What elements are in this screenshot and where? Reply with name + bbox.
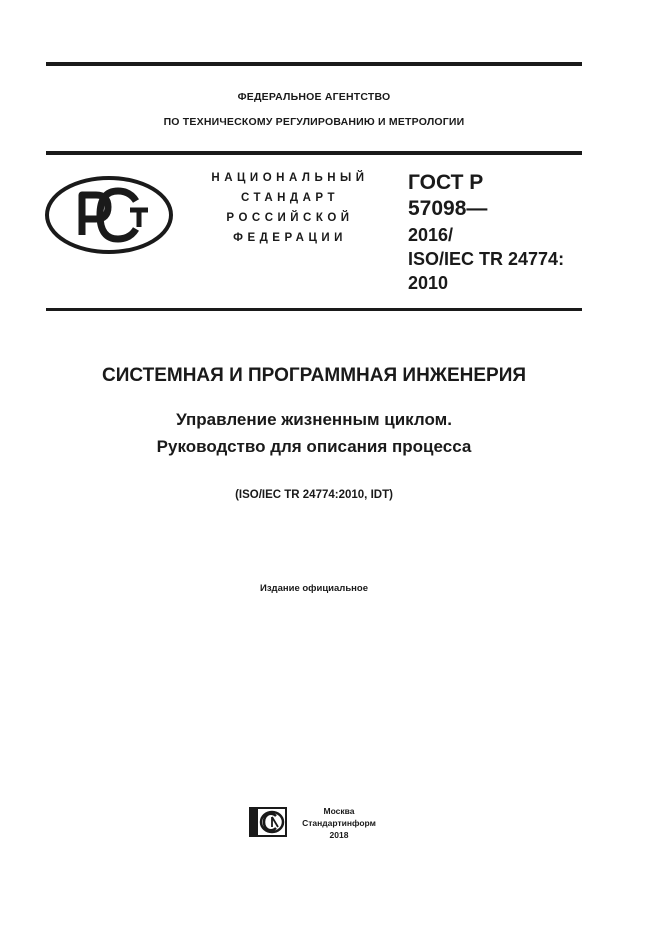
agency-line-1: ФЕДЕРАЛЬНОЕ АГЕНТСТВО [237,91,391,103]
gost-designation-3: 2016/ [408,225,454,245]
equivalence-note: (ISO/IEC TR 24774:2010, IDT) [235,489,393,501]
national-line-3: РОССИЙСКОЙ [226,212,354,224]
gost-designation-2: 57098— [408,197,488,220]
header-rule [46,151,582,155]
gost-designation-5: 2010 [408,273,449,293]
agency-line-2: ПО ТЕХНИЧЕСКОМУ РЕГУЛИРОВАНИЮ И МЕТРОЛОГИИ [163,116,465,128]
document-subtitle-1: Управление жизненным циклом. [176,410,452,429]
top-rule [46,62,582,66]
standartinform-logo-icon [248,806,288,838]
national-line-4: ФЕДЕРАЦИИ [233,232,347,244]
document-subtitle-2: Руководство для описания процесса [156,437,472,456]
national-line-2: СТАНДАРТ [241,192,339,204]
publisher-city: Москва [323,806,355,816]
publisher-year: 2018 [329,830,349,840]
gost-designation-4: ISO/IEC TR 24774: [408,249,565,269]
rst-certification-mark-icon [44,175,174,255]
gost-designation-1: ГОСТ Р [408,171,484,194]
document-title: СИСТЕМНАЯ И ПРОГРАММНАЯ ИНЖЕНЕРИЯ [101,365,527,386]
national-line-1: НАЦИОНАЛЬНЫЙ [211,172,369,184]
section-rule [46,308,582,311]
publisher-name: Стандартинформ [302,818,376,828]
edition-note: Издание официальное [260,583,368,594]
